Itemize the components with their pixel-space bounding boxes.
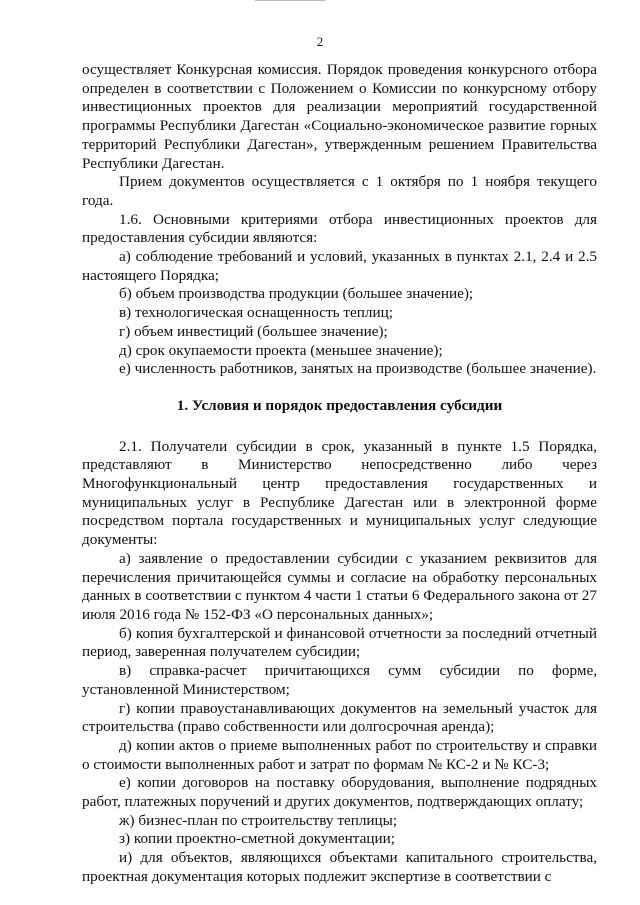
document-item-e: е) копии договоров на поставку оборудования, выполнение подрядных работ, платежных поручений и других документов, подтверждающих оплату;: [82, 774, 597, 811]
criteria-item-d: д) срок окупаемости проекта (меньшее значение);: [119, 341, 443, 359]
criteria-item-e: е) численность работников, занятых на производстве (большее значение).: [119, 360, 597, 378]
criteria-item-b: б) объем производства продукции (большее значение);: [119, 285, 474, 303]
document-item-zh: ж) бизнес-план по строительству теплицы;: [119, 811, 398, 829]
criteria-item-a: а) соблюдение требований и условий, указанных в пунктах 2.1, 2.4 и 2.5 настоящего Порядка;: [82, 248, 597, 284]
document-item-g: г) копии правоустанавливающих документов на земельный участок для строительства (право собственности или долгосрочная аренда);: [82, 699, 597, 736]
document-item-b: б) копия бухгалтерской и финансовой отчетности за последний отчетный период, заверенная получателем субсидии;: [82, 624, 597, 661]
scan-artifact-line: [255, 0, 325, 5]
criteria-item-g: г) объем инвестиций (большее значение);: [119, 322, 388, 340]
page-number: 2: [316, 34, 324, 49]
paragraph-criteria-1-6: 1.6. Основными критериями отбора инвестиционных проектов для предоставления субсидии являются:: [82, 210, 597, 247]
paragraph-commission: осуществляет Конкурсная комиссия. Порядок проведения конкурсного отбора определен в соответствии с Положением о Комиссии по конкурсному отбору инвестиционных проектов для реализации мероприятий государственной программы Республики Дагестан «Социально-экономическое развитие горных территорий Республики Дагестан», утвержденным решением Правительства Республики Дагестан.: [82, 61, 597, 172]
document-item-z: з) копии проектно-сметной документации;: [119, 830, 395, 848]
document-item-d: д) копии актов о приеме выполненных работ по строительству и справки о стоимости выполненных работ и затрат по формам № КС-2 и № КС-3;: [82, 736, 597, 773]
document-item-i: и) для объектов, являющихся объектами капитального строительства, проектная документация которых подлежит экспертизе в соответствии с: [82, 849, 597, 885]
criteria-item-v: в) технологическая оснащенность теплиц;: [119, 304, 393, 322]
document-item-a: а) заявление о предоставлении субсидии с указанием реквизитов для перечисления причитающейся суммы и согласие на обработку персональных данных в соответствии с пунктом 4 части 1 статьи 6 Федерального закона от 27 июля 2016 года № 152-ФЗ «О персональных данных»;: [82, 549, 597, 623]
paragraph-2-1: 2.1. Получатели субсидии в срок, указанный в пункте 1.5 Порядка, представляют в Министерство непосредственно либо через Многофункциональный центр предоставления государственных и муниципальных услуг в Республике Дагестан или в электронной форме посредством портала государственных и муниципальных услуг следующие документы:: [82, 437, 597, 549]
paragraph-acceptance-period: Прием документов осуществляется с 1 октября по 1 ноября текущего года.: [82, 173, 597, 209]
document-body: [82, 61, 597, 887]
section-heading: 1. Условия и порядок предоставления субсидии: [176, 396, 503, 414]
document-item-v: в) справка-расчет причитающихся сумм субсидии по форме, установленной Министерством;: [82, 662, 597, 698]
